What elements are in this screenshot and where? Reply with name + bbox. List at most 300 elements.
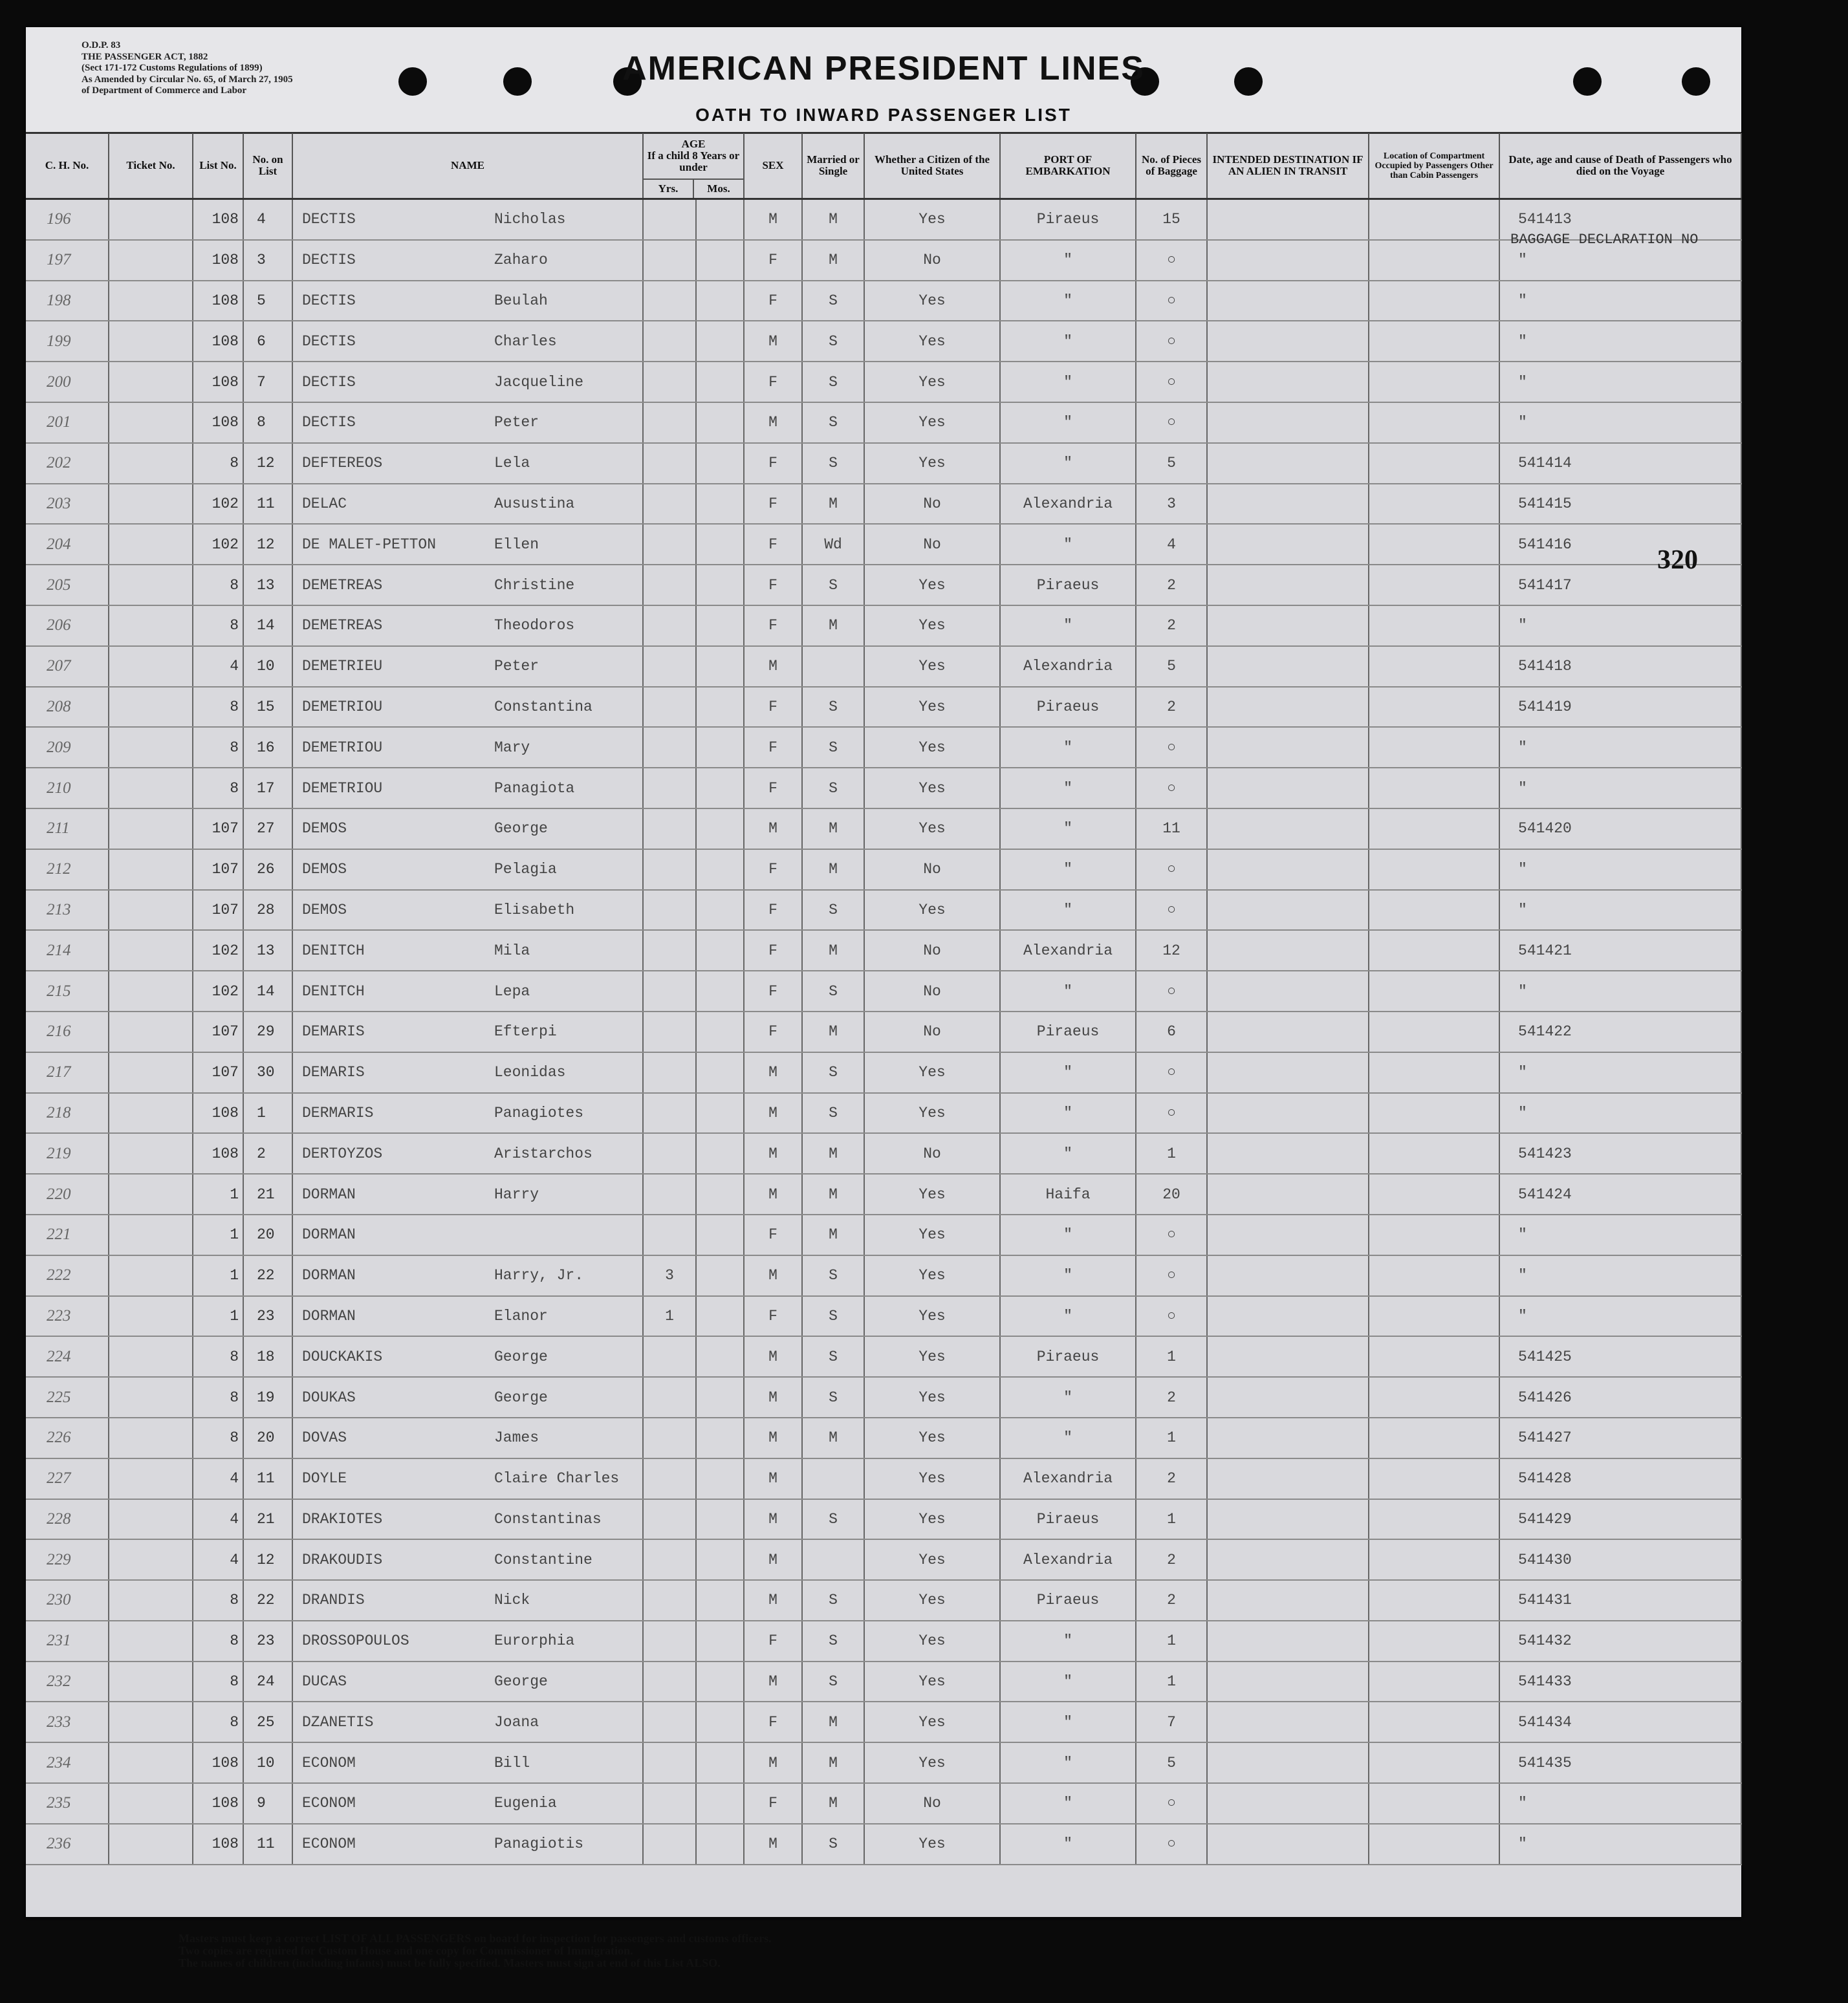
cell-marital-status: S <box>802 565 864 605</box>
cell-given-name: James <box>494 1418 643 1458</box>
cell-surname: DOVAS <box>292 1418 494 1458</box>
cell-age-months <box>696 1499 744 1540</box>
cell-destination <box>1207 1499 1369 1540</box>
cell-sex: M <box>744 1255 802 1296</box>
cell-number-on-list: 15 <box>243 687 292 728</box>
cell-marital-status: S <box>802 1580 864 1621</box>
cell-baggage-pieces: 1 <box>1136 1621 1207 1662</box>
cell-given-name: Nick <box>494 1580 643 1621</box>
cell-compartment <box>1369 1458 1499 1499</box>
cell-compartment <box>1369 565 1499 605</box>
cell-citizen-status: Yes <box>864 362 1000 402</box>
cell-port-of-embarkation: " <box>1000 727 1136 768</box>
cell-destination <box>1207 1377 1369 1418</box>
footer-line-1: Masters must keep a correct LIST OF ALL PASSENGERS on board for inspection for passengers and customs officers. <box>179 1932 772 1945</box>
cell-baggage-declaration-number: 541431 <box>1499 1580 1741 1621</box>
cell-destination <box>1207 281 1369 321</box>
cell-ch-number: 201 <box>26 402 109 443</box>
cell-ch-number: 231 <box>26 1621 109 1662</box>
cell-citizen-status: Yes <box>864 1215 1000 1255</box>
cell-age-years <box>643 1458 696 1499</box>
cell-given-name: Zaharo <box>494 240 643 281</box>
cell-baggage-declaration-number: " <box>1499 727 1741 768</box>
cell-marital-status <box>802 1539 864 1580</box>
cell-compartment <box>1369 1377 1499 1418</box>
cell-number-on-list: 8 <box>243 402 292 443</box>
cell-ticket-number <box>109 1621 193 1662</box>
table-row <box>26 240 1741 281</box>
cell-marital-status: S <box>802 1093 864 1134</box>
cell-list-number: 108 <box>193 402 243 443</box>
cell-citizen-status: No <box>864 849 1000 890</box>
cell-citizen-status: Yes <box>864 1377 1000 1418</box>
cell-baggage-pieces: ○ <box>1136 849 1207 890</box>
cell-destination <box>1207 646 1369 687</box>
cell-number-on-list: 12 <box>243 1539 292 1580</box>
cell-baggage-pieces: 5 <box>1136 1742 1207 1783</box>
cell-surname: DELAC <box>292 484 494 525</box>
cell-given-name: Beulah <box>494 281 643 321</box>
cell-ch-number: 230 <box>26 1580 109 1621</box>
cell-marital-status: M <box>802 930 864 971</box>
cell-number-on-list: 20 <box>243 1418 292 1458</box>
cell-surname: DECTIS <box>292 321 494 362</box>
cell-baggage-pieces: ○ <box>1136 727 1207 768</box>
cell-age-years <box>643 199 696 240</box>
cell-given-name: Leonidas <box>494 1052 643 1093</box>
cell-marital-status: M <box>802 1174 864 1215</box>
cell-number-on-list: 25 <box>243 1702 292 1742</box>
header-citizen: Whether a Citizen of the United States <box>864 133 1000 199</box>
cell-number-on-list: 20 <box>243 1215 292 1255</box>
cell-list-number: 8 <box>193 1377 243 1418</box>
cell-destination <box>1207 1742 1369 1783</box>
cell-ch-number: 224 <box>26 1336 109 1377</box>
header-baggage: No. of Pieces of Baggage <box>1136 133 1207 199</box>
cell-list-number: 102 <box>193 524 243 565</box>
cell-sex: F <box>744 362 802 402</box>
header-age <box>643 133 744 199</box>
cell-compartment <box>1369 1215 1499 1255</box>
cell-destination <box>1207 240 1369 281</box>
cell-baggage-declaration-number: " <box>1499 768 1741 808</box>
cell-citizen-status: Yes <box>864 605 1000 646</box>
cell-sex: M <box>744 1824 802 1865</box>
cell-baggage-declaration-number: 541421 <box>1499 930 1741 971</box>
cell-list-number: 108 <box>193 240 243 281</box>
cell-sex: F <box>744 890 802 931</box>
cell-marital-status: M <box>802 1012 864 1052</box>
cell-age-months <box>696 199 744 240</box>
cell-citizen-status: Yes <box>864 1255 1000 1296</box>
cell-age-months <box>696 1580 744 1621</box>
table-row <box>26 768 1741 808</box>
header-death: Date, age and cause of Death of Passengers who died on the Voyage <box>1499 133 1741 199</box>
cell-age-years <box>643 727 696 768</box>
cell-ticket-number <box>109 1702 193 1742</box>
cell-destination <box>1207 484 1369 525</box>
document-title: AMERICAN PRESIDENT LINES <box>622 50 1145 87</box>
cell-sex: M <box>744 199 802 240</box>
cell-compartment <box>1369 1580 1499 1621</box>
cell-list-number: 108 <box>193 321 243 362</box>
cell-number-on-list: 4 <box>243 199 292 240</box>
cell-destination <box>1207 1093 1369 1134</box>
cell-port-of-embarkation: " <box>1000 1133 1136 1174</box>
cell-ch-number: 200 <box>26 362 109 402</box>
cell-age-months <box>696 565 744 605</box>
cell-destination <box>1207 1580 1369 1621</box>
cell-surname: DUCAS <box>292 1662 494 1702</box>
cell-age-years <box>643 768 696 808</box>
cell-ch-number: 223 <box>26 1296 109 1337</box>
cell-marital-status: S <box>802 362 864 402</box>
cell-destination <box>1207 1539 1369 1580</box>
cell-port-of-embarkation: Alexandria <box>1000 930 1136 971</box>
cell-marital-status: S <box>802 1377 864 1418</box>
cell-citizen-status: Yes <box>864 1499 1000 1540</box>
cell-list-number: 4 <box>193 1499 243 1540</box>
cell-destination <box>1207 768 1369 808</box>
cell-sex: F <box>744 768 802 808</box>
cell-ticket-number <box>109 768 193 808</box>
cell-surname: DECTIS <box>292 281 494 321</box>
cell-ticket-number <box>109 1539 193 1580</box>
cell-baggage-pieces: 2 <box>1136 1377 1207 1418</box>
cell-citizen-status: Yes <box>864 1702 1000 1742</box>
cell-ticket-number <box>109 1336 193 1377</box>
cell-list-number: 4 <box>193 1539 243 1580</box>
cell-ch-number: 207 <box>26 646 109 687</box>
cell-age-years <box>643 1824 696 1865</box>
cell-ch-number: 215 <box>26 971 109 1012</box>
cell-sex: M <box>744 646 802 687</box>
cell-list-number: 108 <box>193 281 243 321</box>
cell-baggage-declaration-number: " <box>1499 1783 1741 1824</box>
cell-citizen-status: Yes <box>864 1742 1000 1783</box>
passenger-table <box>26 133 1742 1865</box>
cell-ch-number: 197 <box>26 240 109 281</box>
cell-ch-number: 199 <box>26 321 109 362</box>
cell-baggage-declaration-number: " <box>1499 890 1741 931</box>
cell-port-of-embarkation: " <box>1000 1702 1136 1742</box>
cell-ch-number: 236 <box>26 1824 109 1865</box>
cell-list-number: 8 <box>193 687 243 728</box>
cell-sex: M <box>744 1662 802 1702</box>
cell-surname: DEMETRIOU <box>292 687 494 728</box>
cell-ticket-number <box>109 443 193 484</box>
cell-age-years <box>643 443 696 484</box>
cell-sex: M <box>744 1742 802 1783</box>
cell-baggage-pieces: 7 <box>1136 1702 1207 1742</box>
cell-compartment <box>1369 1783 1499 1824</box>
cell-sex: M <box>744 1458 802 1499</box>
cell-age-months <box>696 484 744 525</box>
cell-ticket-number <box>109 524 193 565</box>
cell-age-months <box>696 930 744 971</box>
cell-port-of-embarkation: " <box>1000 443 1136 484</box>
table-row <box>26 1133 1741 1174</box>
cell-age-months <box>696 646 744 687</box>
table-row <box>26 565 1741 605</box>
cell-baggage-declaration-number: " <box>1499 362 1741 402</box>
cell-age-years <box>643 1336 696 1377</box>
cell-list-number: 4 <box>193 646 243 687</box>
table-row <box>26 443 1741 484</box>
cell-number-on-list: 12 <box>243 524 292 565</box>
cell-citizen-status: Yes <box>864 1052 1000 1093</box>
cell-age-months <box>696 402 744 443</box>
cell-surname: DROSSOPOULOS <box>292 1621 494 1662</box>
cell-citizen-status: Yes <box>864 1662 1000 1702</box>
cell-compartment <box>1369 1539 1499 1580</box>
cell-baggage-declaration-number: 541418 <box>1499 646 1741 687</box>
cell-baggage-declaration-number: " <box>1499 1824 1741 1865</box>
cell-sex: M <box>744 1336 802 1377</box>
cell-destination <box>1207 443 1369 484</box>
cell-list-number: 1 <box>193 1255 243 1296</box>
table-row <box>26 646 1741 687</box>
cell-marital-status: M <box>802 1702 864 1742</box>
table-row <box>26 484 1741 525</box>
cell-baggage-pieces: 11 <box>1136 808 1207 849</box>
cell-sex: M <box>744 1093 802 1134</box>
cell-marital-status: S <box>802 1621 864 1662</box>
cell-ch-number: 217 <box>26 1052 109 1093</box>
cell-ch-number: 214 <box>26 930 109 971</box>
cell-age-months <box>696 1742 744 1783</box>
cell-given-name: Eugenia <box>494 1783 643 1824</box>
cell-citizen-status: Yes <box>864 1580 1000 1621</box>
cell-sex: M <box>744 402 802 443</box>
cell-sex: F <box>744 443 802 484</box>
cell-baggage-pieces: ○ <box>1136 1783 1207 1824</box>
cell-ticket-number <box>109 849 193 890</box>
cell-ticket-number <box>109 240 193 281</box>
cell-marital-status: M <box>802 1418 864 1458</box>
cell-given-name: Harry <box>494 1174 643 1215</box>
cell-age-years <box>643 971 696 1012</box>
cell-number-on-list: 10 <box>243 1742 292 1783</box>
footer-line-3: The names of children (including infants) must be fully specified. Masters must sign at end of this List ALSO. <box>179 1956 721 1969</box>
cell-destination <box>1207 1012 1369 1052</box>
cell-number-on-list: 28 <box>243 890 292 931</box>
cell-age-years <box>643 890 696 931</box>
cell-age-months <box>696 1539 744 1580</box>
cell-citizen-status: Yes <box>864 646 1000 687</box>
cell-destination <box>1207 362 1369 402</box>
cell-surname: DRAKOUDIS <box>292 1539 494 1580</box>
cell-age-months <box>696 1215 744 1255</box>
cell-sex: M <box>744 1499 802 1540</box>
cell-number-on-list: 21 <box>243 1174 292 1215</box>
cell-port-of-embarkation: " <box>1000 321 1136 362</box>
cell-baggage-pieces: 1 <box>1136 1133 1207 1174</box>
cell-sex: F <box>744 605 802 646</box>
cell-baggage-pieces: ○ <box>1136 1296 1207 1337</box>
cell-marital-status: S <box>802 1662 864 1702</box>
cell-given-name: Panagiotis <box>494 1824 643 1865</box>
cell-age-months <box>696 849 744 890</box>
table-row <box>26 971 1741 1012</box>
cell-age-years <box>643 1377 696 1418</box>
cell-destination <box>1207 605 1369 646</box>
cell-baggage-pieces: ○ <box>1136 240 1207 281</box>
cell-age-years <box>643 321 696 362</box>
cell-baggage-pieces: ○ <box>1136 971 1207 1012</box>
cell-citizen-status: No <box>864 930 1000 971</box>
cell-ch-number: 211 <box>26 808 109 849</box>
cell-sex: F <box>744 1702 802 1742</box>
cell-list-number: 102 <box>193 484 243 525</box>
cell-ticket-number <box>109 402 193 443</box>
cell-marital-status: M <box>802 240 864 281</box>
cell-sex: M <box>744 321 802 362</box>
cell-age-months <box>696 1824 744 1865</box>
cell-surname: DEMETREAS <box>292 605 494 646</box>
cell-baggage-pieces: 15 <box>1136 199 1207 240</box>
cell-age-months <box>696 1783 744 1824</box>
cell-citizen-status: No <box>864 1012 1000 1052</box>
cell-age-years <box>643 1783 696 1824</box>
cell-ch-number: 203 <box>26 484 109 525</box>
cell-ch-number: 196 <box>26 199 109 240</box>
cell-age-years: 3 <box>643 1255 696 1296</box>
cell-list-number: 102 <box>193 971 243 1012</box>
cell-sex: F <box>744 971 802 1012</box>
cell-baggage-declaration-number: 541420 <box>1499 808 1741 849</box>
cell-age-years <box>643 524 696 565</box>
cell-list-number: 107 <box>193 1012 243 1052</box>
cell-surname: DENITCH <box>292 930 494 971</box>
cell-age-years <box>643 687 696 728</box>
cell-surname: DEMARIS <box>292 1052 494 1093</box>
cell-ch-number: 213 <box>26 890 109 931</box>
cell-port-of-embarkation: " <box>1000 240 1136 281</box>
cell-ticket-number <box>109 1377 193 1418</box>
cell-destination <box>1207 1052 1369 1093</box>
cell-destination <box>1207 524 1369 565</box>
cell-surname: DERMARIS <box>292 1093 494 1134</box>
cell-list-number: 1 <box>193 1215 243 1255</box>
cell-given-name: Ausustina <box>494 484 643 525</box>
cell-number-on-list: 2 <box>243 1133 292 1174</box>
cell-compartment <box>1369 362 1499 402</box>
cell-surname: DEMARIS <box>292 1012 494 1052</box>
cell-destination <box>1207 687 1369 728</box>
document-subtitle: OATH TO INWARD PASSENGER LIST <box>695 105 1072 125</box>
table-row <box>26 1377 1741 1418</box>
act-line-4: of Department of Commerce and Labor <box>82 85 247 96</box>
cell-ticket-number <box>109 808 193 849</box>
table-row <box>26 1458 1741 1499</box>
cell-number-on-list: 11 <box>243 1824 292 1865</box>
table-row <box>26 1539 1741 1580</box>
cell-baggage-declaration-number: 541429 <box>1499 1499 1741 1540</box>
cell-marital-status: M <box>802 808 864 849</box>
cell-compartment <box>1369 1702 1499 1742</box>
cell-compartment <box>1369 1336 1499 1377</box>
cell-baggage-declaration-number: " <box>1499 281 1741 321</box>
cell-marital-status: S <box>802 687 864 728</box>
cell-baggage-declaration-number: 541435 <box>1499 1742 1741 1783</box>
cell-port-of-embarkation: " <box>1000 281 1136 321</box>
cell-marital-status: S <box>802 727 864 768</box>
cell-baggage-declaration-number: 541414 <box>1499 443 1741 484</box>
cell-compartment <box>1369 1824 1499 1865</box>
cell-ticket-number <box>109 1255 193 1296</box>
cell-given-name: Claire Charles <box>494 1458 643 1499</box>
cell-list-number: 107 <box>193 849 243 890</box>
cell-age-years <box>643 1662 696 1702</box>
table-row <box>26 605 1741 646</box>
passenger-rows <box>26 199 1741 1865</box>
cell-ch-number: 221 <box>26 1215 109 1255</box>
table-row <box>26 402 1741 443</box>
cell-list-number: 108 <box>193 1824 243 1865</box>
cell-number-on-list: 16 <box>243 727 292 768</box>
cell-age-years <box>643 849 696 890</box>
table-row <box>26 890 1741 931</box>
cell-citizen-status: Yes <box>864 1539 1000 1580</box>
header-no-on-list: No. on List <box>243 133 292 199</box>
header-age-yrs: Yrs. <box>644 180 694 198</box>
cell-baggage-declaration-number: 541427 <box>1499 1418 1741 1458</box>
cell-baggage-declaration-number: 541413 <box>1499 199 1741 240</box>
cell-age-years <box>643 1052 696 1093</box>
cell-ticket-number <box>109 890 193 931</box>
cell-ch-number: 235 <box>26 1783 109 1824</box>
table-row <box>26 808 1741 849</box>
cell-port-of-embarkation: " <box>1000 1377 1136 1418</box>
cell-age-months <box>696 808 744 849</box>
cell-ticket-number <box>109 1052 193 1093</box>
cell-number-on-list: 14 <box>243 971 292 1012</box>
cell-age-months <box>696 687 744 728</box>
cell-ch-number: 198 <box>26 281 109 321</box>
cell-marital-status: M <box>802 1742 864 1783</box>
cell-port-of-embarkation: Piraeus <box>1000 1499 1136 1540</box>
cell-given-name: Elisabeth <box>494 890 643 931</box>
cell-surname: DEMETRIOU <box>292 727 494 768</box>
cell-destination <box>1207 849 1369 890</box>
cell-given-name: Bill <box>494 1742 643 1783</box>
cell-list-number: 8 <box>193 1621 243 1662</box>
cell-age-months <box>696 1012 744 1052</box>
cell-baggage-declaration-number: 541419 <box>1499 687 1741 728</box>
cell-given-name: Panagiotes <box>494 1093 643 1134</box>
cell-ch-number: 226 <box>26 1418 109 1458</box>
cell-compartment <box>1369 971 1499 1012</box>
cell-compartment <box>1369 240 1499 281</box>
cell-age-months <box>696 321 744 362</box>
cell-ch-number: 229 <box>26 1539 109 1580</box>
cell-baggage-pieces: ○ <box>1136 890 1207 931</box>
cell-sex: M <box>744 1539 802 1580</box>
cell-age-years <box>643 1012 696 1052</box>
cell-baggage-declaration-number: " <box>1499 321 1741 362</box>
cell-list-number: 8 <box>193 443 243 484</box>
cell-age-years <box>643 1093 696 1134</box>
cell-number-on-list: 10 <box>243 646 292 687</box>
cell-sex: M <box>744 1133 802 1174</box>
cell-marital-status: S <box>802 321 864 362</box>
table-row <box>26 1052 1741 1093</box>
cell-baggage-pieces: 2 <box>1136 1458 1207 1499</box>
cell-marital-status: M <box>802 484 864 525</box>
cell-ticket-number <box>109 1742 193 1783</box>
cell-given-name: Joana <box>494 1702 643 1742</box>
